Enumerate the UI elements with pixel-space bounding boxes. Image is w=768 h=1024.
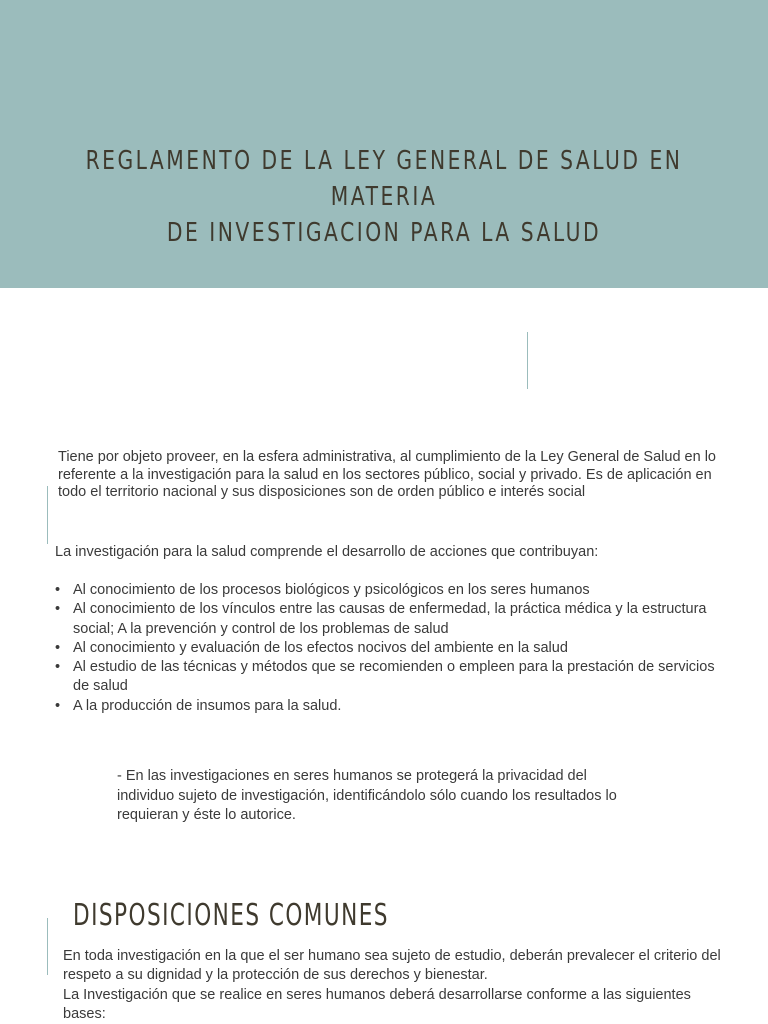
section-paragraph-2: La Investigación que se realice en seres humanos deberá desarrollarse conforme a las siguientes bases: (63, 986, 691, 1022)
title-line-2: DE INVESTIGACION PARA LA SALUD (166, 218, 602, 248)
section-heading: DISPOSICIONES COMUNES (73, 898, 389, 933)
research-lead: La investigación para la salud comprende el desarrollo de acciones que contribuyan: (55, 544, 599, 560)
intro-paragraph: Tiene por objeto proveer, en la esfera administrativa, al cumplimiento de la Ley General de Salud en lo referente a la investigación para la salud en los sectores público, social y privado. Es de aplicación en todo el territorio nacional y sus disposiciones son de orden público e interés social (58, 449, 716, 500)
bullet-icon: • (55, 601, 61, 618)
bullet-icon: • (55, 697, 61, 714)
list-item-text: Al conocimiento y evaluación de los efectos nocivos del ambiente en la salud (73, 639, 568, 656)
title-line-1: REGLAMENTO DE LA LEY GENERAL DE SALUD EN MATERIA (85, 146, 683, 212)
list-item-text: Al conocimiento de los procesos biológicos y psicológicos en los seres humanos (73, 582, 590, 598)
list-item (55, 697, 725, 716)
list-item-text: A la producción de insumos para la salud. (73, 697, 342, 714)
section-body (63, 947, 733, 1024)
privacy-note: - En las investigaciones en seres humanos se protegerá la privacidad del individuo sujeto de investigación, identificándolo sólo cuando los resultados lo requieran y éste lo autorice. (117, 768, 617, 823)
bullet-icon: • (55, 659, 61, 676)
list-item (55, 658, 725, 697)
bullet-icon: • (55, 639, 61, 656)
list-item (55, 581, 725, 600)
page-title (84, 143, 683, 251)
title-banner (0, 0, 768, 288)
divider-line (47, 918, 48, 975)
divider-line (527, 332, 528, 389)
divider-line (47, 486, 48, 544)
list-item (55, 639, 725, 658)
section-paragraph-1: En toda investigación en la que el ser humano sea sujeto de estudio, deberán prevalecer el criterio del respeto a su dignidad y la protección de sus derechos y bienestar. (63, 948, 721, 984)
list-item (55, 600, 725, 639)
research-bullet-list (55, 581, 725, 716)
list-item-text: Al estudio de las técnicas y métodos que se recomienden o empleen para la prestación de servicios de salud (73, 659, 715, 695)
list-item-text: Al conocimiento de los vínculos entre las causas de enfermedad, la práctica médica y la estructura social; A la prevención y control de los problemas de salud (73, 601, 707, 637)
bullet-icon: • (55, 582, 61, 598)
